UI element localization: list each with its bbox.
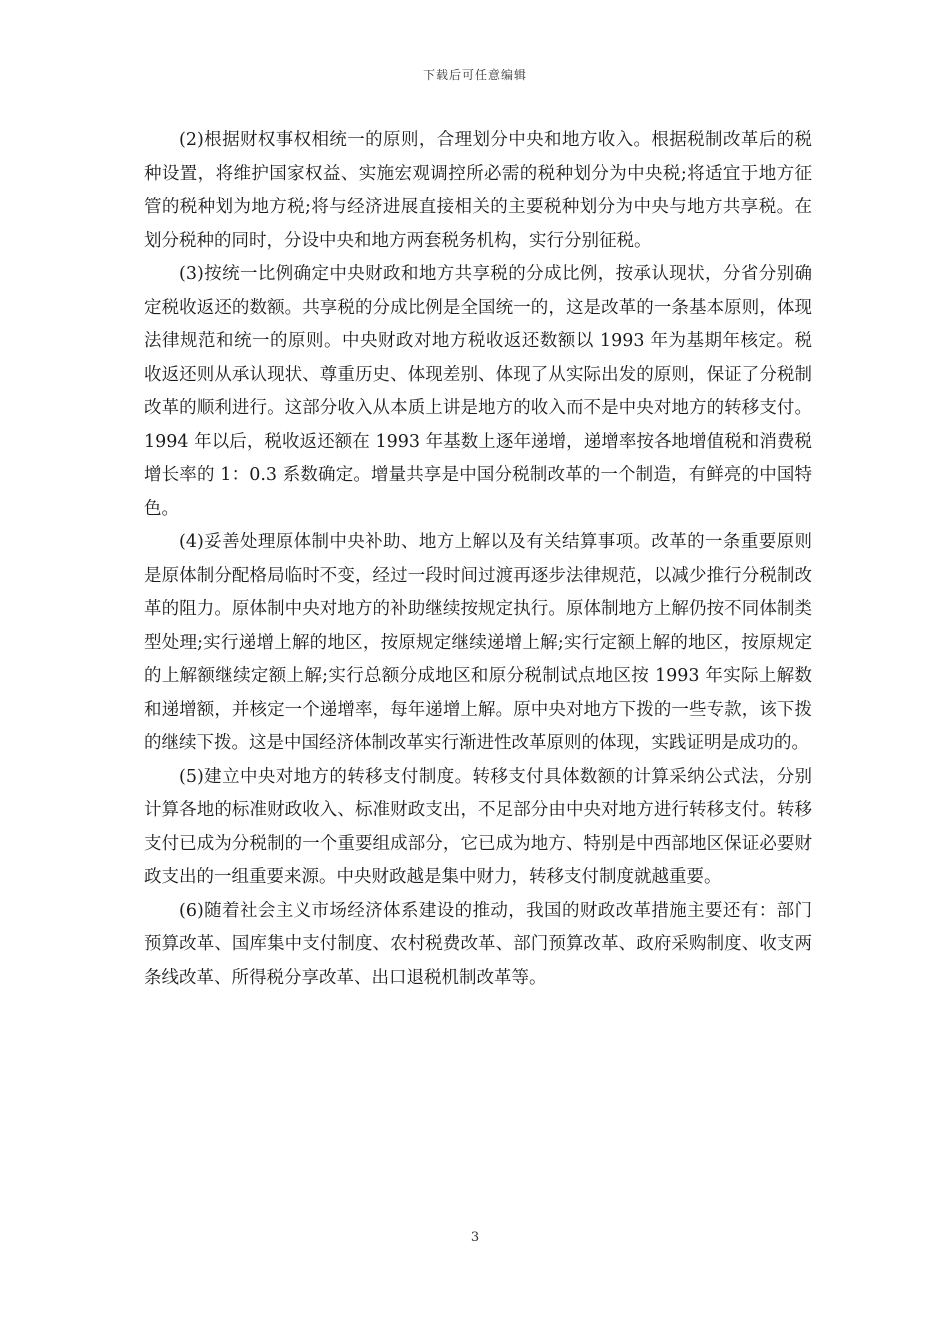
- paragraph-6: (6)随着社会主义市场经济体系建设的推动，我国的财政改革措施主要还有：部门预算改革、国库集中支付制度、农村税费改革、部门预算改革、政府采购制度、收支两条线改革、所得税分享改革、出口退税机制改革等。: [144, 900, 812, 988]
- document-body: [144, 124, 812, 995]
- paragraph-5: (5)建立中央对地方的转移支付制度。转移支付具体数额的计算采纳公式法，分别计算各地的标准财政收入、标准财政支出，不足部分由中央对地方进行转移支付。转移支付已成为分税制的一个重要组成部分，它已成为地方、特别是中西部地区保证必要财政支出的一组重要来源。中央财政越是集中财力，转移支付制度就越重要。: [144, 766, 812, 887]
- paragraph-2: (2)根据财权事权相统一的原则，合理划分中央和地方收入。根据税制改革后的税种设置，将维护国家权益、实施宏观调控所必需的税种划分为中央税;将适宜于地方征管的税种划为地方税;将与经济进展直接相关的主要税种划分为中央与地方共享税。在划分税种的同时，分设中央和地方两套税务机构，实行分别征税。: [144, 130, 812, 251]
- paragraph-3: (3)按统一比例确定中央财政和地方共享税的分成比例，按承认现状，分省分别确定税收返还的数额。共享税的分成比例是全国统一的，这是改革的一条基本原则，体现法律规范和统一的原则。中央财政对地方税收返还数额以 1993 年为基期年核定。税收返还则从承认现状、尊重历史、体现差别、体现了从实际出发的原则，保证了分税制改革的顺利进行。这部分收入从本质上讲是地方的收入而不是中央对地方的转移支付。1994 年以后，税收返还额在 1993 年基数上逐年递增，递增率按各地增值税和消费税增长率的 1：0.3 系数确定。增量共享是中国分税制改革的一个制造，有鲜亮的中国特色。: [144, 264, 812, 519]
- page-header: 下载后可任意编辑: [422, 68, 527, 82]
- paragraph-4: (4)妥善处理原体制中央补助、地方上解以及有关结算事项。改革的一条重要原则是原体制分配格局临时不变，经过一段时间过渡再逐步法律规范，以减少推行分税制改革的阻力。原体制中央对地方的补助继续按规定执行。原体制地方上解仍按不同体制类型处理;实行递增上解的地区，按原规定继续递增上解;实行定额上解的地区，按原规定的上解额继续定额上解;实行总额分成地区和原分税制试点地区按 1993 年实际上解数和递增额，并核定一个递增率，每年递增上解。原中央对地方下拨的一些专款，该下拨的继续下拨。这是中国经济体制改革实行渐进性改革原则的体现，实践证明是成功的。: [144, 532, 812, 753]
- page-number: 3: [470, 1230, 480, 1245]
